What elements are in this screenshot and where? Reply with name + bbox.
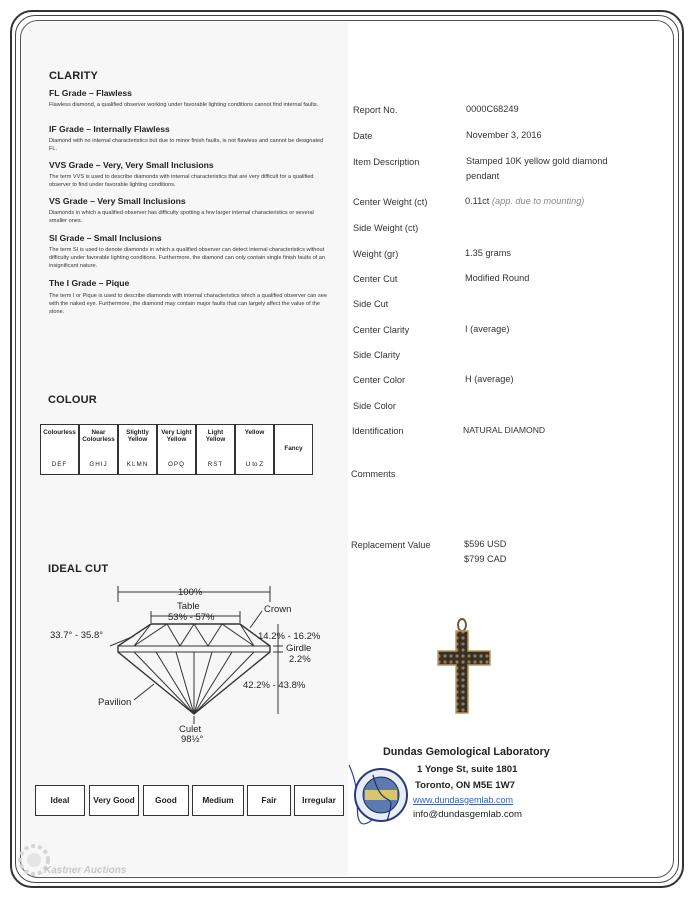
- colour-grades: GHIJ: [89, 461, 108, 468]
- culet-angle-label: 98½°: [181, 734, 204, 745]
- lab-address-2: Toronto, ON M5E 1W7: [415, 780, 516, 791]
- item-description-value: Stamped 10K yellow gold diamond pendant: [466, 156, 608, 181]
- side-cut-label: Side Cut: [353, 299, 389, 309]
- pavilion-pointer: [134, 684, 154, 700]
- crown-angle-label: 33.7° - 35.8°: [50, 630, 104, 641]
- item-description-label: Item Description: [353, 157, 420, 167]
- colour-heading: COLOUR: [48, 394, 97, 406]
- girdle-pct-label: 2.2%: [289, 654, 311, 665]
- lab-email[interactable]: info@dundasgemlab.com: [413, 809, 522, 820]
- date-value: November 3, 2016: [466, 130, 542, 140]
- identification-value: NATURAL DIAMOND: [463, 425, 546, 435]
- colour-grades: OPQ: [168, 461, 185, 468]
- comments-label: Comments: [351, 469, 396, 479]
- grade-i-desc: The term I or Pique is used to describe diamonds with internal characteristics which a qualified observer can see with the naked eye. Furthermore, the diamond may contain major faults that can largely affect the value of the stone.: [49, 293, 327, 316]
- ideal-cut-heading: IDEAL CUT: [48, 563, 109, 575]
- colour-label: Fancy: [284, 444, 303, 452]
- cross-body: [438, 631, 490, 713]
- grade-fl-title: FL Grade – Flawless: [49, 88, 132, 98]
- pavilion-facet: [194, 652, 232, 714]
- crown-label: Crown: [264, 604, 292, 615]
- pavilion-facet: [156, 652, 194, 714]
- grade-si-title: SI Grade – Small Inclusions: [49, 233, 162, 243]
- center-weight-value: [465, 194, 584, 209]
- lab-address-1: 1 Yonge St, suite 1801: [417, 764, 518, 775]
- replacement-value-label: Replacement Value: [351, 540, 431, 550]
- center-cut-label: Center Cut: [353, 274, 398, 284]
- colour-scale: [40, 424, 313, 475]
- center-color-label: Center Color: [353, 375, 406, 385]
- colour-grades: U to Z: [245, 461, 264, 468]
- cut-grade-good: Good: [143, 785, 189, 816]
- colour-label: Near Colourless: [82, 429, 115, 444]
- center-weight-note: (app. due to mounting): [491, 196, 585, 206]
- colour-cell-very-light-yellow: [157, 424, 196, 475]
- side-weight-label: Side Weight (ct): [353, 223, 419, 233]
- lab-seal-image: [343, 755, 423, 831]
- watermark-text: Kastner Auctions: [44, 865, 127, 876]
- cut-grade-irregular: Irregular: [294, 785, 344, 816]
- colour-cell-fancy: [274, 424, 313, 475]
- identification-label: Identification: [352, 426, 404, 436]
- colour-grades: KLMN: [126, 461, 149, 468]
- colour-grades: DEF: [51, 461, 68, 468]
- replacement-value-usd: $596 USD: [464, 539, 507, 549]
- weight-label: Weight (gr): [353, 249, 399, 259]
- colour-cell-near-colourless: [79, 424, 118, 475]
- colour-label: Slightly Yellow: [126, 429, 149, 444]
- lab-website-container: [413, 795, 513, 806]
- colour-label: Colourless: [43, 429, 76, 436]
- grade-fl-desc: Flawless diamond, a qualified observer working under favorable lighting conditions cannot find internal faults.: [49, 102, 319, 108]
- crown-angle-marker: [110, 636, 134, 646]
- table-range-label: 53% - 57%: [168, 612, 215, 623]
- watermark-gear-icon: [12, 836, 56, 884]
- cross-pendant-image: [436, 617, 494, 717]
- cut-grade-ideal: Ideal: [35, 785, 85, 816]
- side-clarity-label: Side Clarity: [353, 350, 400, 360]
- grade-si-desc: The term SI is used to denote diamonds in which a qualified observer can detect internal characteristics without difficulty under favorable lighting conditions. Furthermore, the diamond can only contain single finish faults of an insignificant nature.: [49, 247, 326, 270]
- crown-facets: [134, 624, 254, 646]
- colour-cell-slightly-yellow: [118, 424, 157, 475]
- cut-grade-fair: Fair: [247, 785, 291, 816]
- grade-i-title: The I Grade – Pique: [49, 278, 130, 288]
- grade-if-desc: Diamond with no internal characteristics but due to minor finish faults, is not flawless and cannot be designated FL.: [49, 138, 324, 153]
- center-weight-label: Center Weight (ct): [353, 197, 428, 207]
- colour-label: Light Yellow: [205, 429, 226, 444]
- grade-vs-title: VS Grade – Very Small Inclusions: [49, 196, 186, 206]
- pavilion-depth-label: 42.2% - 43.8%: [243, 680, 306, 691]
- grade-vvs-desc: The term VVS is used to describe diamonds with internal characteristics that are very difficult for a qualified observer to find under favorable lighting conditions.: [49, 174, 314, 189]
- diamond-proportions-diagram: [30, 578, 330, 748]
- colour-label: Yellow: [244, 429, 265, 436]
- colour-label: Very Light Yellow: [161, 429, 192, 444]
- report-no-value: 0000C68249: [466, 104, 519, 114]
- crown-height-label: 14.2% - 16.2%: [258, 631, 321, 642]
- grade-vs-desc: Diamonds in which a qualified observer has difficulty spotting a few larger internal characteristics or several smaller ones.: [49, 210, 314, 225]
- girdle-label: Girdle: [286, 643, 312, 654]
- cut-grade-medium: Medium: [192, 785, 244, 816]
- colour-cell-colourless: [40, 424, 79, 475]
- replacement-value-cad: $799 CAD: [464, 554, 507, 564]
- center-cut-value: Modified Round: [465, 273, 530, 283]
- side-color-label: Side Color: [353, 401, 396, 411]
- lab-website-link[interactable]: www.dundasgemlab.com: [413, 795, 514, 805]
- center-color-value: H (average): [465, 374, 514, 384]
- center-weight-number: 0.11ct: [465, 196, 490, 206]
- colour-cell-yellow: [235, 424, 274, 475]
- weight-value: 1.35 grams: [465, 248, 511, 258]
- pavilion-label: Pavilion: [98, 697, 132, 708]
- lab-name: Dundas Gemological Laboratory: [383, 746, 550, 758]
- colour-cell-light-yellow: [196, 424, 235, 475]
- date-label: Date: [353, 131, 373, 141]
- crown-pointer: [250, 611, 262, 628]
- culet-label: Culet: [179, 724, 202, 735]
- colour-grades: RST: [207, 461, 224, 468]
- total-width-label: 100%: [178, 587, 203, 598]
- report-no-label: Report No.: [353, 105, 398, 115]
- cut-grade-very-good: Very Good: [89, 785, 139, 816]
- seal-band: [365, 790, 397, 800]
- clarity-heading: CLARITY: [49, 70, 99, 82]
- pendant-bail: [458, 619, 466, 631]
- center-clarity-label: Center Clarity: [353, 325, 410, 335]
- table-label: Table: [177, 601, 200, 612]
- center-clarity-value: I (average): [465, 324, 510, 334]
- grade-vvs-title: VVS Grade – Very, Very Small Inclusions: [49, 160, 214, 170]
- grade-if-title: IF Grade – Internally Flawless: [49, 124, 170, 134]
- cut-grade-scale: [35, 785, 344, 816]
